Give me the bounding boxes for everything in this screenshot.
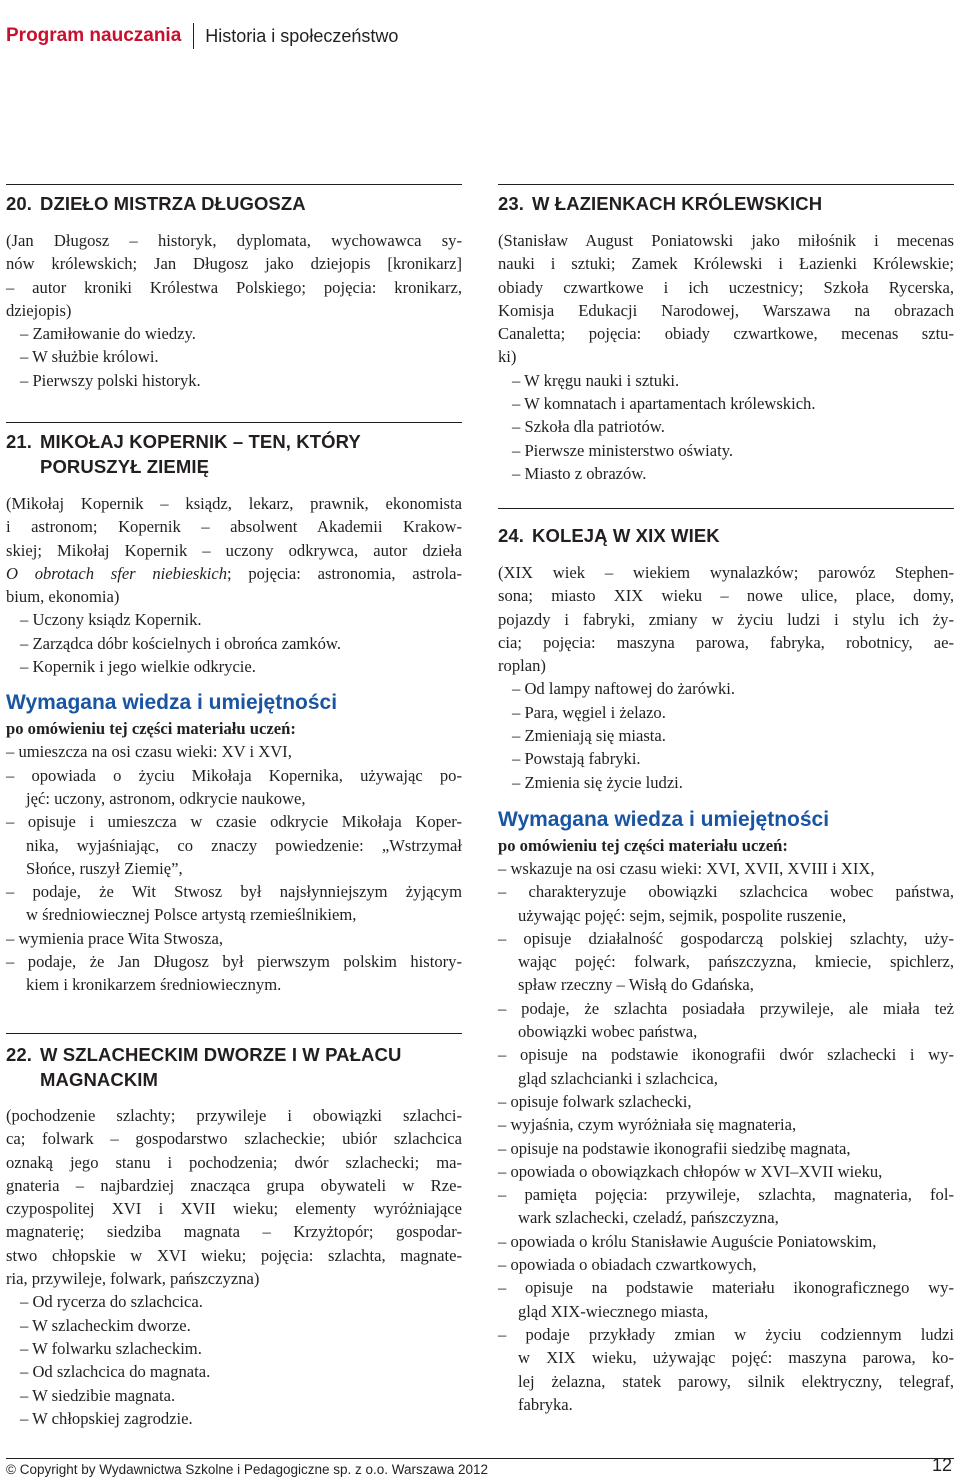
section-intro — [498, 561, 954, 794]
skills-list — [6, 740, 462, 996]
skill-item-cont: lej żelazna, statek parowy, silnik elektryczny, telegraf, — [518, 1371, 954, 1391]
skill-item-cont: w XIX wieku, używając pojęć: maszyna parowa, ko- — [518, 1348, 954, 1368]
topic-item: – Powstają fabryki. — [512, 749, 641, 769]
topic-item: – W służbie królowi. — [20, 347, 159, 367]
topic-item: – Miasto z obrazów. — [512, 463, 647, 483]
skill-item-cont: gląd szlachcianki i szlachcica, — [518, 1068, 718, 1088]
section-intro — [6, 492, 462, 678]
skill-item-cont: gląd XIX-wiecznego miasta, — [518, 1301, 709, 1321]
heading-line: MIKOŁAJ KOPERNIK – TEN, KTÓRY — [40, 431, 361, 452]
section-title — [498, 191, 954, 216]
intro-line: nauki i sztuki; Zamek Królewski i Łazienki Królewskie; — [498, 254, 954, 274]
section-heading: KOLEJĄ W XIX WIEK — [532, 525, 720, 546]
intro-line — [6, 562, 462, 585]
skill-item: – opisuje folwark szlachecki, — [498, 1091, 692, 1111]
intro-line: nów królewskich; Jan Długosz jako dziejopis [kronikarz] — [6, 254, 462, 274]
topic-item: – W folwarku szlacheckim. — [20, 1338, 202, 1358]
intro-line: ca; folwark – gospodarstwo szlacheckie; ubiór szlachcica — [6, 1129, 462, 1149]
intro-line: skiej; Mikołaj Kopernik – uczony odkrywca, autor dzieła — [6, 540, 462, 560]
section-23 — [498, 184, 954, 485]
skill-item: – opowiada o życiu Mikołaja Kopernika, używając po- — [6, 765, 462, 785]
skill-item-cont: jęć: uczony, astronom, odkrycie naukowe, — [26, 788, 306, 808]
copyright-notice: © Copyright by Wydawnictwa Szkolne i Pedagogiczne sp. z o.o. Warszawa 2012 — [6, 1462, 489, 1477]
topic-item: – Para, węgiel i żelazo. — [512, 702, 666, 722]
program-label: Program nauczania — [6, 25, 182, 46]
section-title — [6, 191, 462, 216]
topic-item: – Zmienia się życie ludzi. — [512, 772, 683, 792]
skill-item: – opowiada o królu Stanisławie Auguście Poniatowskim, — [498, 1231, 877, 1251]
skill-item-cont: Słońce, ruszył Ziemię”, — [26, 858, 183, 878]
skill-item: – podaje przykłady zmian w życiu codziennym ludzi — [498, 1324, 954, 1344]
skill-item-cont: wając pojęć: folwark, pańszczyzna, kmiecie, spichlerz, — [518, 952, 954, 972]
intro-line: obiady czwartkowe i ich uczestnicy; Szkoła Rycerska, — [498, 277, 954, 297]
skill-item: – umieszcza na osi czasu wieki: XV i XVI, — [6, 742, 292, 762]
skill-item-cont: wark szlachecki, czeladź, pańszczyzna, — [518, 1208, 779, 1228]
skill-item: – podaje, że szlachta posiadała przywileje, ale miała też — [498, 998, 954, 1018]
section-title — [6, 429, 462, 479]
skill-item-cont: używając pojęć: sejm, sejmik, pospolite ruszenie, — [518, 905, 847, 925]
intro-line: – autor kroniki Królestwa Polskiego; pojęcia: kronikarz, — [6, 277, 462, 297]
topic-item: – W chłopskiej zagrodzie. — [20, 1408, 193, 1428]
intro-line: (Mikołaj Kopernik – ksiądz, lekarz, prawnik, ekonomista — [6, 494, 462, 513]
topic-item: – Od rycerza do szlachcica. — [20, 1292, 203, 1312]
topic-item: – Zamiłowanie do wiedzy. — [20, 324, 196, 344]
intro-line: oznaką jego stanu i pochodzenia; dwór szlachecki; ma- — [6, 1152, 462, 1172]
intro-line: roplan) — [498, 656, 546, 676]
intro-line: ki) — [498, 347, 517, 367]
topic-item: – Pierwszy polski historyk. — [20, 370, 201, 390]
section-heading — [40, 429, 462, 479]
intro-line: dziejopis) — [6, 300, 72, 320]
section-number: 21. — [6, 431, 33, 452]
skills-heading: Wymagana wiedza i umiejętności — [6, 691, 338, 715]
section-24 — [498, 508, 954, 1416]
section-21 — [6, 422, 462, 997]
section-heading — [40, 1042, 462, 1092]
intro-line: ria, przywileje, folwark, pańszczyzna) — [6, 1269, 260, 1289]
skills-intro: po omówieniu tej części materiału uczeń: — [498, 835, 788, 855]
section-heading: DZIEŁO MISTRZA DŁUGOSZA — [40, 193, 306, 214]
section-20 — [6, 184, 462, 392]
skill-item-cont: kiem i kronikarzem średniowiecznym. — [26, 975, 282, 995]
skill-item: – wskazuje na osi czasu wieki: XVI, XVII, XVIII i XIX, — [498, 858, 875, 878]
topic-item: – Pierwsze ministerstwo oświaty. — [512, 440, 734, 460]
header-divider — [193, 23, 194, 49]
skill-item: – opowiada o obowiązkach chłopów w XVI–XVII wieku, — [498, 1161, 883, 1181]
section-title — [498, 523, 954, 548]
intro-line: (pochodzenie szlachty; przywileje i obowiązki szlachci- — [6, 1106, 462, 1125]
topic-item: – Od szlachcica do magnata. — [20, 1362, 211, 1382]
topic-item: – Uczony ksiądz Kopernik. — [20, 610, 202, 630]
topic-item: – W siedzibie magnata. — [20, 1385, 176, 1405]
skill-item-cont: w średniowiecznej Polsce artystą rzemieślnikiem, — [26, 905, 357, 925]
skill-item: – opisuje na podstawie ikonografii dwór szlachecki i wy- — [498, 1045, 954, 1065]
skill-item: – charakteryzuje obowiązki szlachcica wobec państwa, — [498, 882, 954, 902]
intro-line: bium, ekonomia) — [6, 587, 120, 607]
intro-line: (XIX wiek – wiekiem wynalazków; parowóz Stephen- — [498, 563, 954, 582]
intro-line: stwo chłopskie w XVI wieku; pojęcia: szlachta, magnate- — [6, 1245, 462, 1265]
section-intro — [6, 229, 462, 392]
skill-item: – opisuje działalność gospodarczą polskiej szlachty, uży- — [498, 928, 954, 948]
section-intro — [6, 1104, 462, 1430]
section-number: 20. — [6, 193, 33, 214]
section-number: 24. — [498, 525, 525, 546]
skill-item: – pamięta pojęcia: przywileje, szlachta, magnateria, fol- — [498, 1185, 954, 1205]
book-title: O obrotach sfer niebieskich — [6, 563, 228, 583]
topic-item: – W szlacheckim dworze. — [20, 1315, 191, 1335]
intro-line: (Stanisław August Poniatowski jako miłośnik i mecenas — [498, 231, 954, 250]
page-number: 12 — [931, 1455, 952, 1475]
intro-line: czypospolitej XVI i XVII wieku; elementy wyróżniające — [6, 1199, 462, 1219]
skill-item: – wymienia prace Wita Stwosza, — [6, 928, 223, 948]
skills-intro: po omówieniu tej części materiału uczeń: — [6, 719, 296, 739]
skill-item-cont: nika, wyjaśniając, co znaczy powiedzenie: „Wstrzymał — [26, 835, 462, 855]
skill-item: – opowiada o obiadach czwartkowych, — [498, 1255, 757, 1275]
intro-line: sona; miasto XIX wieku – nowe ulice, place, domy, — [498, 586, 954, 606]
section-number: 23. — [498, 193, 525, 214]
intro-line: i astronom; Kopernik – absolwent Akademii Krakow- — [6, 517, 462, 537]
skill-item: – podaje, że Jan Długosz był pierwszym polskim history- — [6, 952, 462, 972]
intro-line: magnaterię; siedziba magnata – Krzyżtopór; gospodar- — [6, 1222, 462, 1242]
section-title — [6, 1042, 462, 1092]
section-heading: W ŁAZIENKACH KRÓLEWSKICH — [532, 193, 823, 214]
intro-line: Komisja Edukacji Narodowej, Warszawa na obrazach — [498, 300, 954, 320]
topic-item: – Od lampy naftowej do żarówki. — [512, 679, 736, 699]
intro-text: ; pojęcia: astronomia, astrola- — [227, 563, 463, 583]
topic-item: – Zmieniają się miasta. — [512, 726, 666, 746]
skill-item: – opisuje na podstawie materiału ikonograficznego wy- — [498, 1278, 954, 1298]
intro-line: cia; pojęcia: maszyna parowa, fabryka, robotnicy, ae- — [498, 632, 954, 652]
footer-rule — [6, 1458, 954, 1459]
topic-item: – W komnatach i apartamentach królewskich. — [512, 394, 816, 414]
skill-item-cont: spław rzeczny – Wisłą do Gdańska, — [518, 975, 754, 995]
intro-line: Canaletta; pojęcia: obiady czwartkowe, mecenas sztu- — [498, 324, 954, 344]
skill-item: – opisuje na podstawie ikonografii siedzibę magnata, — [498, 1138, 851, 1158]
intro-line: pojazdy i fabryki, zmiany w życiu ludzi i stylu ich ży- — [498, 609, 954, 629]
skill-item: – wyjaśnia, czym wyróżniała się magnateria, — [498, 1115, 797, 1135]
section-number: 22. — [6, 1044, 33, 1065]
running-header — [6, 22, 398, 50]
skills-heading: Wymagana wiedza i umiejętności — [498, 807, 830, 831]
topic-item: – W kręgu nauki i sztuki. — [512, 370, 680, 390]
skills-list — [498, 857, 954, 1416]
skill-item: – podaje, że Wit Stwosz był najsłynniejszym żyjącym — [6, 882, 462, 902]
topic-item: – Kopernik i jego wielkie odkrycie. — [20, 657, 256, 677]
heading-line: PORUSZYŁ ZIEMIĘ — [40, 456, 210, 477]
section-22 — [6, 1033, 462, 1430]
skill-item-cont: fabryka. — [518, 1394, 573, 1414]
skill-item-cont: obowiązki wobec państwa, — [518, 1022, 698, 1042]
skill-item: – opisuje i umieszcza w czasie odkrycie Mikołaja Koper- — [6, 812, 462, 832]
subject-label: Historia i społeczeństwo — [205, 25, 399, 46]
heading-line: W SZLACHECKIM DWORZE I W PAŁACU — [40, 1044, 402, 1065]
heading-line: MAGNACKIM — [40, 1069, 159, 1090]
intro-line: gnateria – najbardziej znacząca grupa obywateli w Rze- — [6, 1175, 462, 1195]
intro-line: (Jan Długosz – historyk, dyplomata, wychowawca sy- — [6, 231, 462, 250]
topic-item: – Zarządca dóbr kościelnych i obrońca zamków. — [20, 633, 341, 653]
topic-item: – Szkoła dla patriotów. — [512, 417, 665, 437]
section-intro — [498, 229, 954, 485]
